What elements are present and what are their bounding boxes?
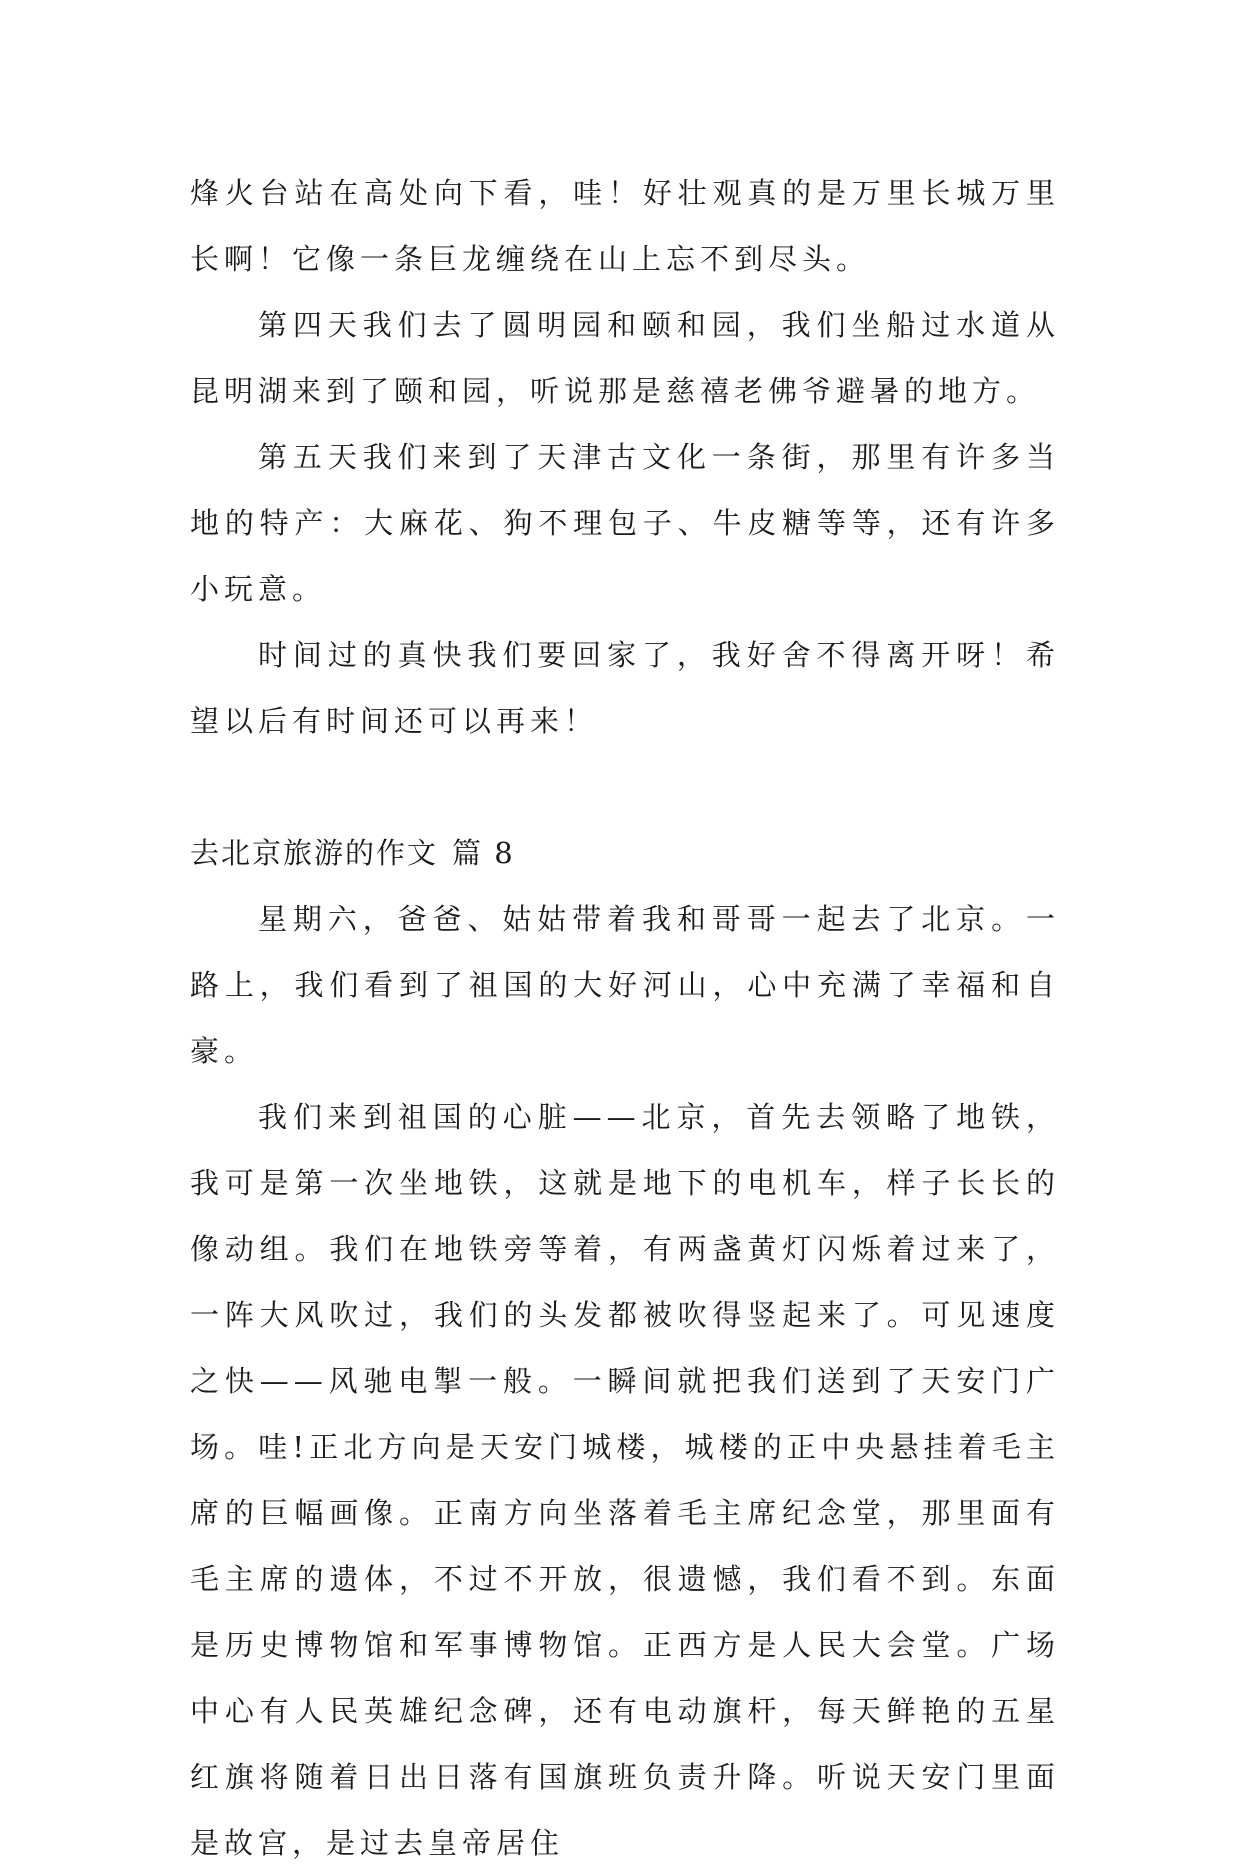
section-heading-title: 去北京旅游的作文: [190, 836, 439, 870]
document-body: [190, 160, 1060, 1876]
paragraph-day-four: 第四天我们去了圆明园和颐和园，我们坐船过水道从昆明湖来到了颐和园，听说那是慈禧老佛爷避暑的地方。: [190, 308, 1060, 408]
paragraph-day-five: 第五天我们来到了天津古文化一条街，那里有许多当地的特产：大麻花、狗不理包子、牛皮糖等等，还有许多小玩意。: [190, 440, 1060, 606]
section-heading-number: 篇 8: [452, 836, 515, 870]
section-heading: [190, 820, 1060, 886]
paragraph-going-home: 时间过的真快我们要回家了，我好舍不得离开呀！希望以后有时间还可以再来！: [190, 638, 1060, 738]
paragraph-subway-tiananmen: 我们来到祖国的心脏——北京，首先去领略了地铁，我可是第一次坐地铁，这就是地下的电机车，样子长长的像动组。我们在地铁旁等着，有两盏黄灯闪烁着过来了，一阵大风吹过，我们的头发都被吹得竖起来了。可见速度之快——风驰电掣一般。一瞬间就把我们送到了天安门广场。哇!正北方向是天安门城楼，城楼的正中央悬挂着毛主席的巨幅画像。正南方向坐落着毛主席纪念堂，那里面有毛主席的遗体，不过不开放，很遗憾，我们看不到。东面是历史博物馆和军事博物馆。正西方是人民大会堂。广场中心有人民英雄纪念碑，还有电动旗杆，每天鲜艳的五星红旗将随着日出日落有国旗班负责升降。听说天安门里面是故宫，是过去皇帝居住: [190, 1100, 1060, 1860]
paragraph-saturday-trip: 星期六，爸爸、姑姑带着我和哥哥一起去了北京。一路上，我们看到了祖国的大好河山，心中充满了幸福和自豪。: [190, 902, 1060, 1068]
paragraph-great-wall-ending: 烽火台站在高处向下看，哇！好壮观真的是万里长城万里长啊！它像一条巨龙缠绕在山上忘不到尽头。: [190, 176, 1060, 276]
